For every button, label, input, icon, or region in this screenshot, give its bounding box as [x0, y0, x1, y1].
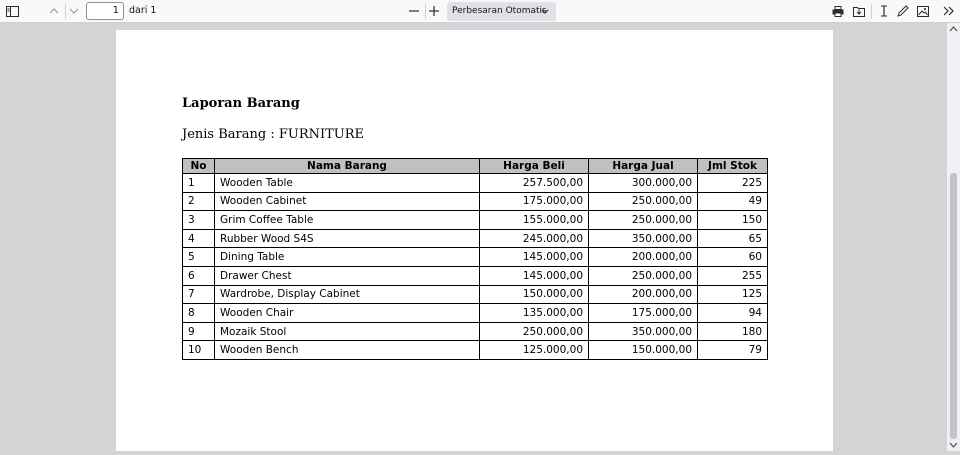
zoom-select[interactable] — [447, 2, 556, 21]
table-row — [183, 304, 768, 323]
cell-harga-beli: 257.500,00 — [480, 174, 589, 193]
cell-harga-jual: 250.000,00 — [589, 211, 698, 230]
table-row — [183, 322, 768, 341]
table-row — [183, 285, 768, 304]
cell-no: 4 — [183, 229, 215, 248]
cell-harga-beli: 250.000,00 — [480, 322, 589, 341]
cell-nama-barang: Wooden Table — [215, 174, 480, 193]
cell-nama-barang: Grim Coffee Table — [215, 211, 480, 230]
cell-harga-jual: 175.000,00 — [589, 304, 698, 323]
table-header-row — [183, 159, 768, 174]
vertical-scrollbar[interactable] — [947, 23, 960, 451]
next-page-icon[interactable] — [64, 2, 84, 20]
cell-jml-stok: 79 — [698, 341, 768, 360]
cell-no: 10 — [183, 341, 215, 360]
cell-harga-jual: 250.000,00 — [589, 266, 698, 285]
pdf-page — [116, 30, 833, 451]
cell-harga-jual: 200.000,00 — [589, 248, 698, 267]
print-icon[interactable] — [828, 2, 848, 20]
cell-harga-jual: 300.000,00 — [589, 174, 698, 193]
scrollbar-thumb[interactable] — [950, 173, 957, 439]
header-harga-beli: Harga Beli — [480, 159, 589, 174]
scroll-down-icon[interactable] — [947, 439, 960, 451]
cell-nama-barang: Wooden Bench — [215, 341, 480, 360]
header-jml-stok: Jml Stok — [698, 159, 768, 174]
table-row — [183, 174, 768, 193]
text-tool-icon[interactable] — [874, 2, 894, 20]
cell-jml-stok: 60 — [698, 248, 768, 267]
cell-nama-barang: Dining Table — [215, 248, 480, 267]
cell-harga-jual: 250.000,00 — [589, 192, 698, 211]
header-no: No — [183, 159, 215, 174]
table-row — [183, 211, 768, 230]
report-subtitle: Jenis Barang : FURNITURE — [182, 127, 365, 142]
save-icon[interactable] — [849, 2, 869, 20]
cell-harga-jual: 350.000,00 — [589, 229, 698, 248]
cell-jml-stok: 255 — [698, 266, 768, 285]
items-table — [182, 158, 768, 360]
chevron-down-icon — [541, 2, 549, 29]
cell-no: 6 — [183, 266, 215, 285]
cell-jml-stok: 180 — [698, 322, 768, 341]
cell-no: 1 — [183, 174, 215, 193]
cell-jml-stok: 94 — [698, 304, 768, 323]
cell-harga-beli: 145.000,00 — [480, 248, 589, 267]
cell-no: 2 — [183, 192, 215, 211]
table-row — [183, 341, 768, 360]
zoom-out-icon[interactable] — [404, 2, 424, 20]
header-harga-jual: Harga Jual — [589, 159, 698, 174]
header-nama-barang: Nama Barang — [215, 159, 480, 174]
more-tools-icon[interactable] — [938, 2, 958, 20]
cell-no: 7 — [183, 285, 215, 304]
cell-jml-stok: 65 — [698, 229, 768, 248]
table-row — [183, 192, 768, 211]
scroll-up-icon[interactable] — [947, 23, 960, 35]
cell-nama-barang: Drawer Chest — [215, 266, 480, 285]
image-icon[interactable] — [913, 2, 933, 20]
cell-harga-jual: 200.000,00 — [589, 285, 698, 304]
cell-jml-stok: 49 — [698, 192, 768, 211]
cell-harga-jual: 350.000,00 — [589, 322, 698, 341]
toolbar-separator — [871, 4, 872, 19]
cell-nama-barang: Wooden Chair — [215, 304, 480, 323]
zoom-select-value: Perbesaran Otomatis — [452, 6, 547, 16]
report-title: Laporan Barang — [182, 96, 300, 111]
cell-nama-barang: Wooden Cabinet — [215, 192, 480, 211]
cell-no: 5 — [183, 248, 215, 267]
zoom-in-icon[interactable] — [424, 2, 444, 20]
cell-nama-barang: Rubber Wood S4S — [215, 229, 480, 248]
table-row — [183, 266, 768, 285]
cell-jml-stok: 150 — [698, 211, 768, 230]
previous-page-icon[interactable] — [44, 2, 64, 20]
cell-no: 9 — [183, 322, 215, 341]
cell-jml-stok: 225 — [698, 174, 768, 193]
page-count-label: dari 1 — [129, 5, 157, 16]
table-row — [183, 248, 768, 267]
sidebar-toggle-icon[interactable] — [2, 2, 22, 20]
draw-icon[interactable] — [893, 2, 913, 20]
cell-harga-jual: 150.000,00 — [589, 341, 698, 360]
page-number-input[interactable]: 1 — [86, 2, 124, 20]
cell-harga-beli: 145.000,00 — [480, 266, 589, 285]
cell-harga-beli: 155.000,00 — [480, 211, 589, 230]
cell-harga-beli: 150.000,00 — [480, 285, 589, 304]
cell-no: 3 — [183, 211, 215, 230]
cell-nama-barang: Mozaik Stool — [215, 322, 480, 341]
cell-nama-barang: Wardrobe, Display Cabinet — [215, 285, 480, 304]
table-row — [183, 229, 768, 248]
cell-harga-beli: 125.000,00 — [480, 341, 589, 360]
cell-harga-beli: 175.000,00 — [480, 192, 589, 211]
pdf-toolbar — [0, 0, 960, 23]
cell-no: 8 — [183, 304, 215, 323]
cell-harga-beli: 245.000,00 — [480, 229, 589, 248]
cell-harga-beli: 135.000,00 — [480, 304, 589, 323]
cell-jml-stok: 125 — [698, 285, 768, 304]
